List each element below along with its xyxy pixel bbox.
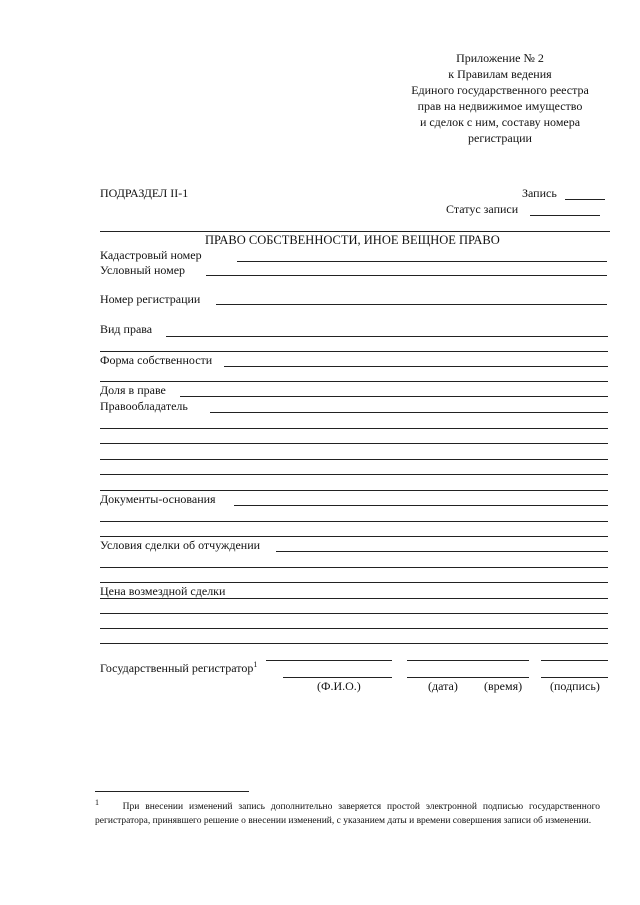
date-time-upper-line <box>407 660 529 661</box>
basis-documents-label: Документы-основания <box>100 492 216 506</box>
ownership-form-label: Форма собственности <box>100 353 213 367</box>
registrar-upper-line <box>266 660 392 661</box>
registrar-label <box>100 661 257 676</box>
section-title: ПРАВО СОБСТВЕННОСТИ, ИНОЕ ВЕЩНОЕ ПРАВО <box>205 233 500 247</box>
footnote-text: При внесении изменений запись дополнительно заверяется простой электронной подписью государственного регистратора, принявшего решение о внесении изменений, с указанием даты и времени совершения записи об изменении. <box>95 802 601 826</box>
appendix-line: к Правилам ведения <box>448 67 552 81</box>
basis-documents-line-3[interactable] <box>100 536 608 537</box>
price-line-3[interactable] <box>100 628 608 629</box>
cadastral-number-label: Кадастровый номер <box>100 248 202 262</box>
conditional-number-line[interactable] <box>206 275 607 276</box>
share-label: Доля в праве <box>100 383 166 397</box>
signature-upper-line <box>541 660 608 661</box>
right-type-line[interactable] <box>166 336 608 337</box>
title-top-line <box>100 231 610 232</box>
price-line[interactable] <box>100 598 608 599</box>
appendix-line: и сделок с ним, составу номера <box>419 115 581 129</box>
right-type-line-2[interactable] <box>100 351 608 352</box>
appendix-line: регистрации <box>468 131 532 145</box>
conditional-number-label: Условный номер <box>100 263 186 277</box>
right-holder-line-2[interactable] <box>100 428 608 429</box>
appendix-line: Единого государственного реестра <box>411 83 589 97</box>
appendix-line: Приложение № 2 <box>456 51 544 65</box>
footnote <box>95 797 601 828</box>
ownership-form-line[interactable] <box>224 366 608 367</box>
fio-field-line[interactable] <box>283 677 392 678</box>
appendix-heading <box>380 50 620 146</box>
right-holder-label: Правообладатель <box>100 399 188 413</box>
fio-caption: (Ф.И.О.) <box>317 679 361 693</box>
right-holder-line-6[interactable] <box>100 490 608 491</box>
subsection-label: ПОДРАЗДЕЛ II-1 <box>100 186 189 200</box>
date-time-field-line[interactable] <box>407 677 529 678</box>
right-holder-line-4[interactable] <box>100 459 608 460</box>
share-line[interactable] <box>180 396 608 397</box>
signature-caption: (подпись) <box>550 679 600 693</box>
signature-field-line[interactable] <box>541 677 608 678</box>
registration-number-label: Номер регистрации <box>100 292 201 306</box>
record-status-field-line[interactable] <box>530 215 600 216</box>
right-holder-line[interactable] <box>210 412 608 413</box>
right-holder-line-5[interactable] <box>100 474 608 475</box>
alienation-conditions-line[interactable] <box>276 551 608 552</box>
time-caption: (время) <box>484 679 523 693</box>
footnote-ref-mark: 1 <box>253 660 258 669</box>
record-field-line[interactable] <box>565 199 605 200</box>
date-caption: (дата) <box>428 679 458 693</box>
alienation-conditions-line-3[interactable] <box>100 582 608 583</box>
basis-documents-line-2[interactable] <box>100 521 608 522</box>
alienation-conditions-label: Условия сделки об отчуждении <box>100 538 261 552</box>
alienation-conditions-line-2[interactable] <box>100 567 608 568</box>
basis-documents-line[interactable] <box>234 505 608 506</box>
price-label: Цена возмездной сделки <box>100 584 226 598</box>
record-status-label: Статус записи <box>446 202 519 216</box>
appendix-line: прав на недвижимое имущество <box>417 99 583 113</box>
registration-number-line[interactable] <box>216 304 607 305</box>
footnote-separator <box>95 791 249 792</box>
ownership-form-line-2[interactable] <box>100 381 608 382</box>
record-label: Запись <box>522 186 557 200</box>
footnote-mark: 1 <box>95 797 99 807</box>
cadastral-number-line[interactable] <box>237 261 607 262</box>
price-line-4[interactable] <box>100 643 608 644</box>
right-holder-line-3[interactable] <box>100 443 608 444</box>
registrar-label-text: Государственный регистратор <box>100 661 254 675</box>
right-type-label: Вид права <box>100 322 153 336</box>
price-line-2[interactable] <box>100 613 608 614</box>
